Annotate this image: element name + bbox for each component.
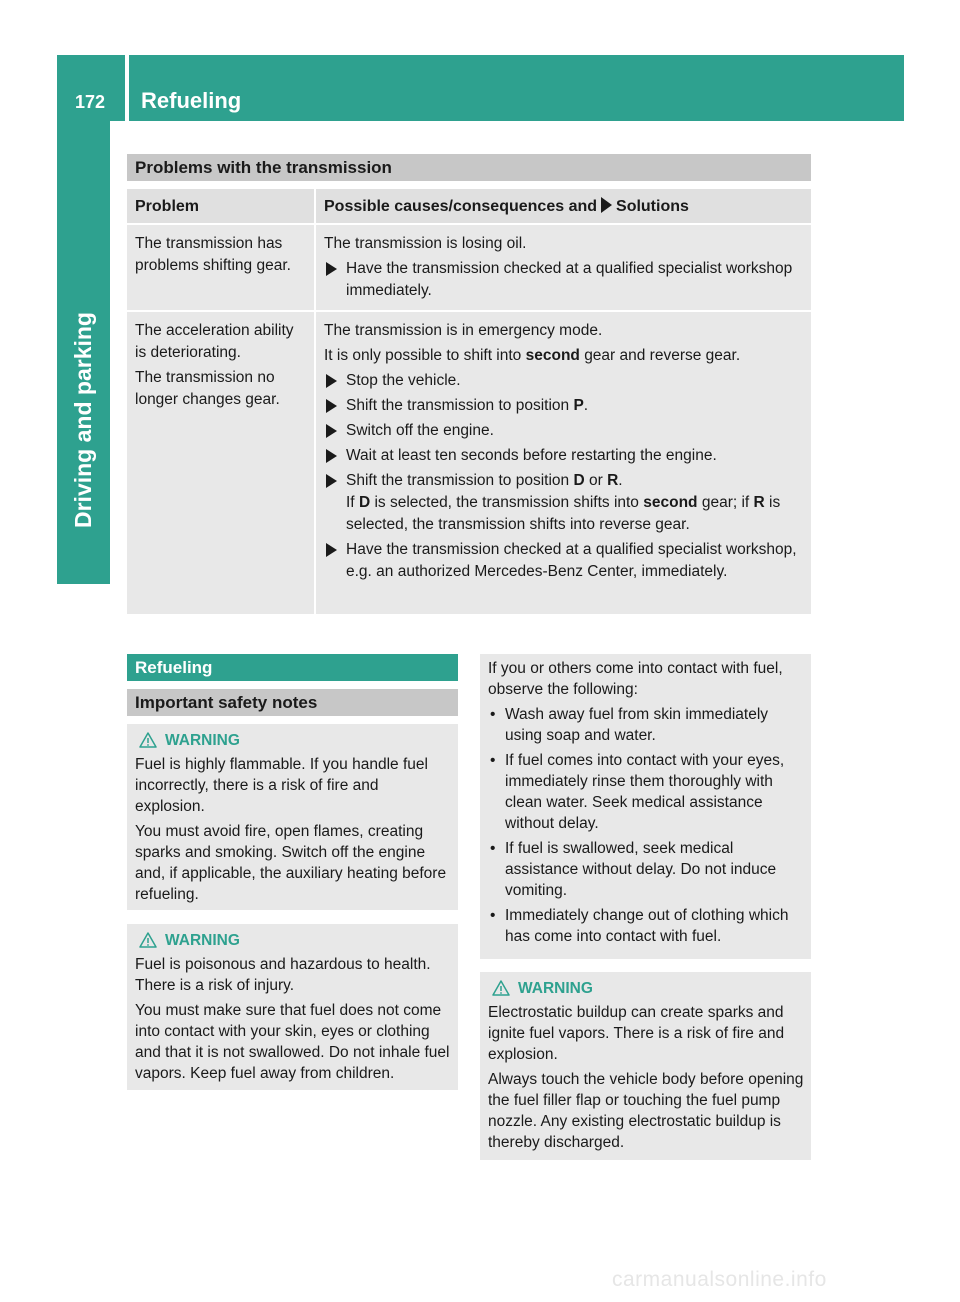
watermark: carmanualsonline.info (612, 1268, 827, 1291)
warning-text: Fuel is highly flammable. If you handle fuel incorrectly, there is a risk of fire and explosion. (135, 756, 428, 815)
warning-heading (135, 728, 452, 752)
warning-label: WARNING (165, 931, 240, 949)
table-title: Problems with the transmission (127, 154, 811, 181)
page-number: 172 (75, 92, 106, 112)
solution-step: Switch off the engine. (324, 420, 805, 442)
table-row-2-problem (127, 312, 314, 614)
solution-step: Wait at least ten seconds before restarting the engine. (324, 445, 805, 467)
info-intro: If you or others come into contact with fuel, observe the following: (488, 660, 783, 698)
solution-step: Have the transmission checked at a qualified specialist workshop immediately. (324, 258, 805, 302)
solution-step: Stop the vehicle. (324, 370, 805, 392)
fuel-contact-info-box (480, 654, 811, 959)
table-row-1-problem (127, 225, 314, 310)
warning-box-poisonous (127, 924, 458, 1090)
list-item: • If fuel is swallowed, seek medical assistance without delay. Do not induce vomiting. (490, 840, 777, 899)
problem-text: The transmission has problems shifting gear. (135, 235, 291, 274)
warning-text: You must make sure that fuel does not come into contact with your skin, eyes or clothing and that it is not swallowed. Do not inhale fuel vapors. Keep fuel away from children. (135, 1002, 450, 1082)
list-item: • Immediately change out of clothing which has come into contact with fuel. (490, 907, 789, 945)
warning-text: Fuel is poisonous and hazardous to health. There is a risk of injury. (135, 956, 431, 994)
action-arrow-icon (326, 262, 337, 276)
warning-label: WARNING (165, 731, 240, 749)
warning-text: You must avoid fire, open flames, creating sparks and smoking. Switch off the engine and, if applicable, the auxiliary heating before refueling. (135, 823, 447, 903)
problem-text: The acceleration ability is deteriorating. (135, 322, 294, 361)
column-header-solutions (316, 189, 811, 223)
solution-step: Shift the transmission to position P. (324, 395, 805, 417)
cause-text: The transmission is losing oil. (324, 235, 527, 252)
problem-text: The transmission no longer changes gear. (135, 369, 280, 408)
action-arrow-icon (326, 399, 337, 413)
list-item: • Wash away fuel from skin immediately using soap and water. (490, 706, 769, 744)
section-title-refueling: Refueling (127, 654, 458, 681)
cause-text: It is only possible to shift into second gear and reverse gear. (324, 347, 741, 364)
side-tab-label: Driving and parking (70, 312, 96, 528)
warning-heading (488, 976, 805, 1000)
table-row-1-solution (316, 225, 811, 310)
column-header-problem: Problem (127, 189, 314, 223)
warning-text: Always touch the vehicle body before opening the fuel filler flap or touching the fuel pump nozzle. Any existing electrostatic buildup is thereby discharged. (488, 1071, 804, 1151)
action-arrow-icon (601, 197, 612, 213)
warning-triangle-icon (139, 932, 157, 948)
warning-triangle-icon (492, 980, 510, 996)
column-header-solutions-label: Solutions (616, 198, 689, 215)
warning-label: WARNING (518, 979, 593, 997)
page-title: Refueling (141, 88, 242, 113)
action-arrow-icon (326, 449, 337, 463)
warning-text: Electrostatic buildup can create sparks and ignite fuel vapors. There is a risk of fire and explosion. (488, 1004, 785, 1063)
action-arrow-icon (326, 424, 337, 438)
table-row-2-solution (316, 312, 811, 614)
list-item: • If fuel comes into contact with your eyes, immediately rinse them thoroughly with clean water. Seek medical assistance without delay. (490, 752, 785, 832)
solution-step: Have the transmission checked at a qualified specialist workshop, e.g. an authorized Mercedes-Benz Center, immediately. (324, 539, 805, 583)
subsection-title-safety-notes: Important safety notes (127, 689, 458, 716)
solution-step: Shift the transmission to position D or R. If D is selected, the transmission shifts into second gear; if R is selected, the transmission shifts into reverse gear. (324, 470, 805, 536)
action-arrow-icon (326, 474, 337, 488)
warning-heading (135, 928, 452, 952)
action-arrow-icon (326, 543, 337, 557)
column-header-causes: Possible causes/consequences and (324, 198, 598, 215)
action-arrow-icon (326, 374, 337, 388)
header-divider (125, 55, 129, 121)
warning-box-electrostatic (480, 972, 811, 1160)
warning-box-flammable (127, 724, 458, 910)
warning-triangle-icon (139, 732, 157, 748)
cause-text: The transmission is in emergency mode. (324, 322, 603, 339)
